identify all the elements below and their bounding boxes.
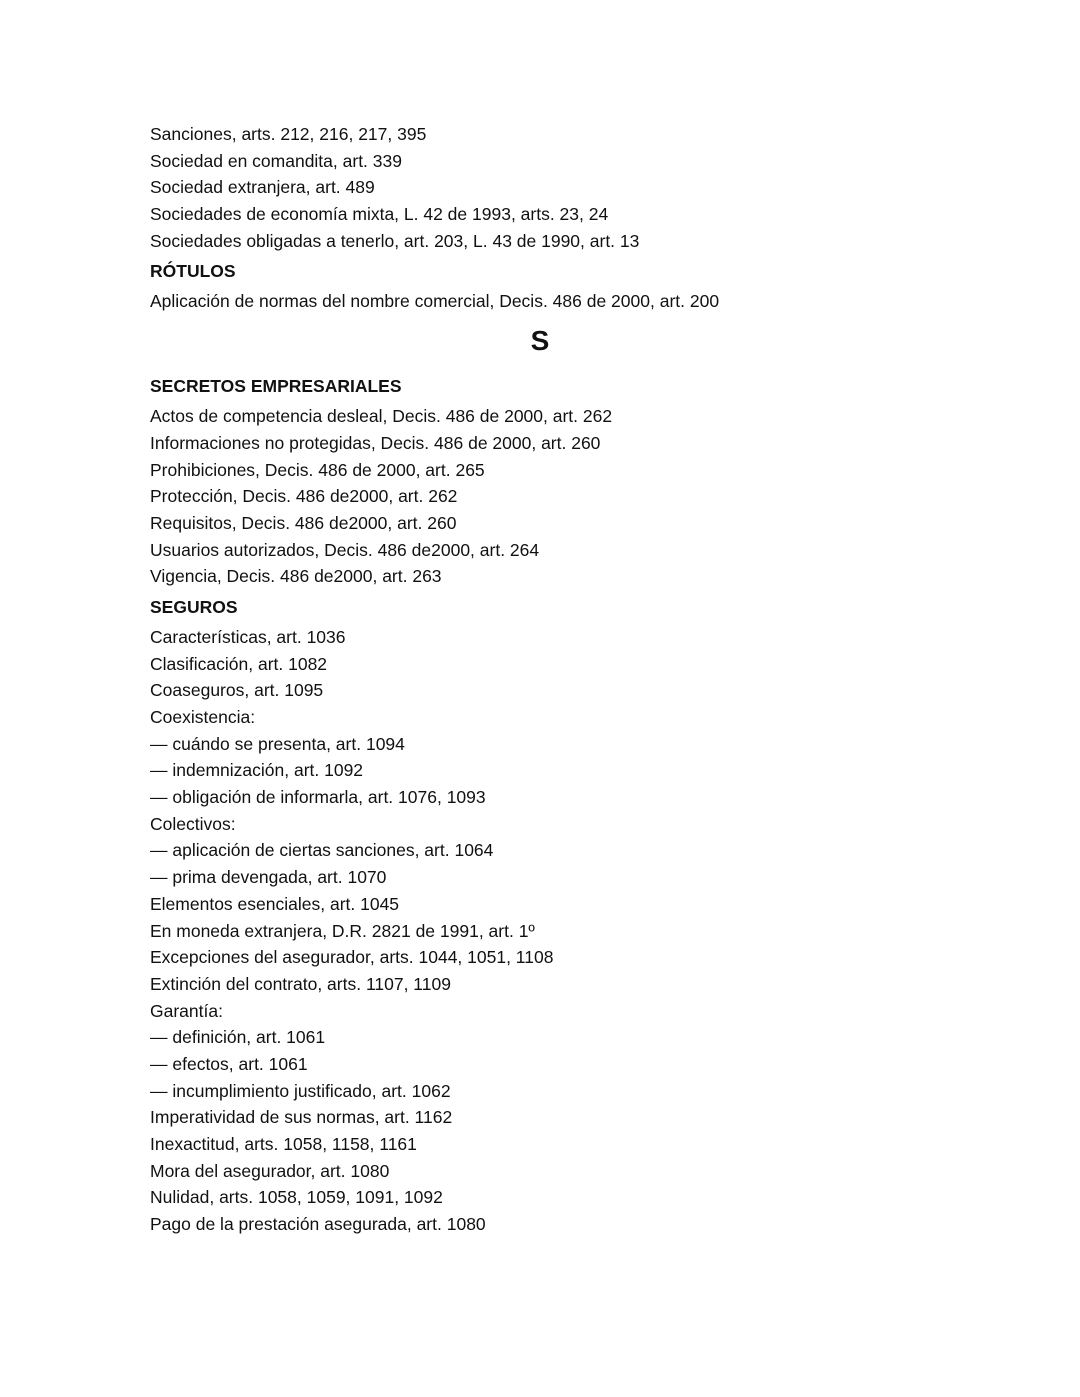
index-entry: Extinción del contrato, arts. 1107, 1109: [150, 973, 451, 994]
index-entry: Elementos esenciales, art. 1045: [150, 893, 400, 914]
index-entry: Protección, Decis. 486 de2000, art. 262: [150, 486, 458, 507]
index-subentry: — indemnización, art. 1092: [150, 760, 364, 781]
index-entry: Usuarios autorizados, Decis. 486 de2000, art. 264: [150, 539, 540, 560]
index-entry: Sociedad en comandita, art. 339: [150, 150, 402, 171]
index-entry: Inexactitud, arts. 1058, 1158, 1161: [150, 1134, 417, 1154]
index-entry: Sociedades de economía mixta, L. 42 de 1993, arts. 23, 24: [150, 204, 609, 225]
index-entry: En moneda extranjera, D.R. 2821 de 1991, art. 1º: [150, 920, 535, 941]
index-entry: Características, art. 1036: [150, 626, 346, 647]
index-entry: Aplicación de normas del nombre comercial, Decis. 486 de 2000, art. 200: [150, 291, 720, 312]
index-subentry: — aplicación de ciertas sanciones, art. 1064: [150, 840, 494, 861]
index-subentry: — incumplimiento justificado, art. 1062: [150, 1080, 451, 1101]
section-heading-rotulos: RÓTULOS: [150, 261, 236, 282]
index-entry: Coaseguros, art. 1095: [150, 680, 324, 701]
index-entry: Pago de la prestación asegurada, art. 1080: [150, 1214, 486, 1235]
index-entry: Garantía:: [150, 1000, 223, 1021]
index-subentry: — prima devengada, art. 1070: [150, 867, 387, 888]
index-subentry: — cuándo se presenta, art. 1094: [150, 733, 405, 754]
index-entry: Requisitos, Decis. 486 de2000, art. 260: [150, 512, 457, 533]
index-entry: Sociedades obligadas a tenerlo, art. 203, L. 43 de 1990, art. 13: [150, 230, 640, 251]
index-entry: Clasificación, art. 1082: [150, 653, 328, 674]
entries-top: [150, 121, 950, 254]
section-letter: S: [530, 325, 550, 357]
index-entry: Coexistencia:: [150, 707, 256, 727]
index-entry: Mora del asegurador, art. 1080: [150, 1160, 390, 1181]
index-entry: Excepciones del asegurador, arts. 1044, 1051, 1108: [150, 947, 554, 968]
index-subentry: — definición, art. 1061: [150, 1027, 326, 1048]
entries-secretos: [150, 403, 950, 590]
index-entry: Informaciones no protegidas, Decis. 486 de 2000, art. 260: [150, 432, 601, 453]
index-entry: Vigencia, Decis. 486 de2000, art. 263: [150, 566, 442, 587]
index-entry: Prohibiciones, Decis. 486 de 2000, art. 265: [150, 459, 485, 480]
index-entry: Colectivos:: [150, 813, 236, 834]
section-heading-seguros: SEGUROS: [150, 596, 238, 617]
index-entry: Sanciones, arts. 212, 216, 217, 395: [150, 124, 427, 144]
entries-seguros: [150, 624, 950, 1238]
index-entry: Actos de competencia desleal, Decis. 486 de 2000, art. 262: [150, 406, 613, 427]
index-subentry: — obligación de informarla, art. 1076, 1093: [150, 787, 486, 808]
index-page: [150, 121, 950, 1238]
index-entry: Nulidad, arts. 1058, 1059, 1091, 1092: [150, 1187, 443, 1208]
index-subentry: — efectos, art. 1061: [150, 1053, 308, 1074]
index-entry: Sociedad extranjera, art. 489: [150, 177, 375, 198]
index-entry: Imperatividad de sus normas, art. 1162: [150, 1107, 453, 1128]
section-heading-secretos: SECRETOS EMPRESARIALES: [150, 376, 402, 397]
